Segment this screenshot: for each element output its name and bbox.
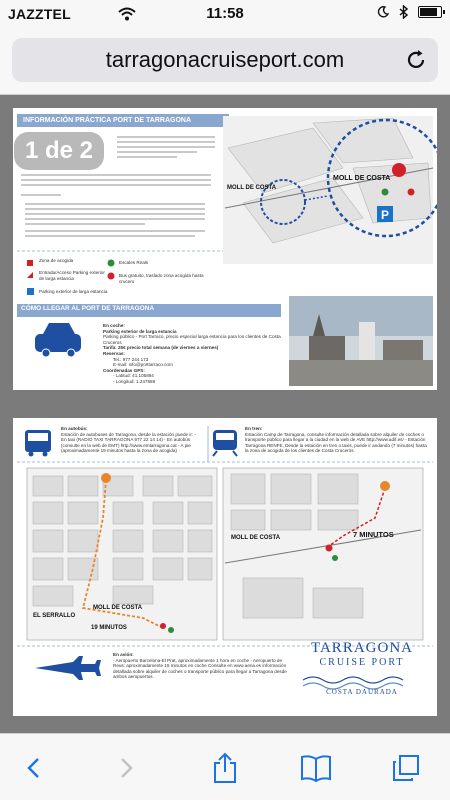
plane-info: [113, 652, 293, 680]
bluetooth-icon: [399, 5, 408, 19]
car-icon: [35, 323, 81, 357]
map-label-moll-1: MOLL DE COSTA: [227, 185, 277, 191]
train-text: Estación Camp de Tarragona, consulte información detallada sobre alquiler de coches o transporte público para llegar a la ciudad en la web de AVE http://www.adif.es/ - Estación Tarragona RENFE, Desde la estación en tren o taxis, puede ir andando (7 minutos) hasta la zona de acogida de los clientes de Costa Cruceros: [245, 431, 427, 454]
car-line1: Parking exterior de larga estancia: [103, 328, 177, 334]
moon-icon: [377, 6, 389, 18]
share-button[interactable]: [205, 748, 245, 788]
legend-item: Parking exterior de larga estancia: [39, 289, 108, 294]
browser-toolbar: [0, 733, 450, 800]
back-button[interactable]: [14, 748, 54, 788]
car-lat: - Latitud: 41.105894: [113, 373, 154, 379]
document-page-2: [13, 418, 437, 716]
battery-icon: [418, 6, 442, 18]
carrier-name: JAZZTEL: [8, 6, 71, 22]
map-label-moll-left: MOLL DE COSTA: [93, 605, 143, 611]
status-bar: [0, 0, 450, 28]
bookmarks-button[interactable]: [296, 748, 336, 788]
svg-text:P: P: [381, 208, 390, 222]
clock: 11:58: [206, 5, 244, 22]
car-line4: Reservas:: [103, 350, 125, 356]
train-info: [245, 426, 431, 454]
car-tel: Tel.: 977 244 173: [113, 356, 149, 362]
bus-text: Estación de autobuses de Tarragona, desde la estación puede ir: - En taxi (RADIO TAXI TARRAGONA 977 22 14 14) - En autobús (consulte en la web de EMT) http://www.emtarragona.cat - A pie (aproximadamente 19 minutos hasta la zona de acogida): [61, 431, 197, 454]
bus-info: [61, 426, 201, 454]
car-gps-title: Coordenadas GPS:: [103, 367, 145, 373]
tarragona-logo: [297, 640, 427, 696]
legend-item: Escales Reals: [119, 260, 149, 265]
back-icon: [22, 756, 46, 780]
logo-line3: COSTA DAURADA: [326, 688, 398, 696]
url-text: tarragonacruiseport.com: [105, 47, 345, 72]
car-info: [103, 323, 283, 385]
forward-button[interactable]: [106, 748, 146, 788]
car-lon: - Longitud: 1.247589: [113, 378, 156, 384]
legend-item: Zona de acogida: [39, 258, 74, 263]
map-label-moll-right: MOLL DE COSTA: [231, 535, 281, 541]
reload-icon[interactable]: [404, 48, 428, 72]
bus-title: En autobús:: [61, 426, 88, 431]
address-bar[interactable]: [12, 38, 438, 82]
train-title: En tren:: [245, 426, 263, 431]
legend-item: Bus gratuito, traslado zona acogida hasta crucero: [119, 273, 204, 284]
bus-icon: [25, 430, 51, 457]
logo-line2: CRUISE PORT: [319, 657, 405, 668]
document-page-1: [13, 108, 437, 390]
page-indicator: 1 de 2: [14, 132, 104, 170]
tabs-icon: [392, 754, 420, 782]
car-title: En coche:: [103, 323, 125, 328]
legend-item: Entrada/Acceso Parking exterior de larga estancia: [39, 270, 105, 281]
plane-text: - Aeropuerto Barcelona-El Prat, aproximadamente 1 hora en coche - Aeropuerto de Reus: aproximadamente 15 minutos en coche Consulte en www.aena.es información detallada sobre alquiler de coches o transporte público para llegar a Tarragona desde ambos aeropuertos.: [113, 657, 287, 680]
bookmarks-icon: [300, 754, 332, 782]
share-icon: [211, 752, 239, 784]
car-email: E-mail: info@porttarraco.com: [113, 362, 173, 368]
section-howto-title: CÓMO LLEGAR AL PORT DE TARRAGONA: [21, 305, 155, 312]
logo-line1: TARRAGONA: [311, 640, 413, 656]
car-line3: Tarifa: 25€ precio total semana (de viernes a viernes): [103, 345, 219, 351]
plane-title: En avión:: [113, 652, 134, 657]
walk-time-right: 7 MINUTOS: [353, 530, 394, 539]
browser-header: [0, 28, 450, 95]
train-icon: [213, 430, 237, 456]
map-label-moll-2: MOLL DE COSTA: [333, 175, 391, 182]
car-line2: Parking público - Port Tarraco, precio especial larga estancia para los clientes de Costa Cruceros: [103, 334, 281, 345]
tabs-button[interactable]: [386, 748, 426, 788]
page-header-title: INFORMACIÓN PRÁCTICA PORT DE TARRAGONA: [17, 114, 229, 127]
plane-icon: [35, 656, 101, 680]
walk-time-left: 19 MINUTOS: [91, 625, 127, 631]
forward-icon: [114, 756, 138, 780]
map-label-serrallo: EL SERRALLO: [33, 613, 76, 619]
